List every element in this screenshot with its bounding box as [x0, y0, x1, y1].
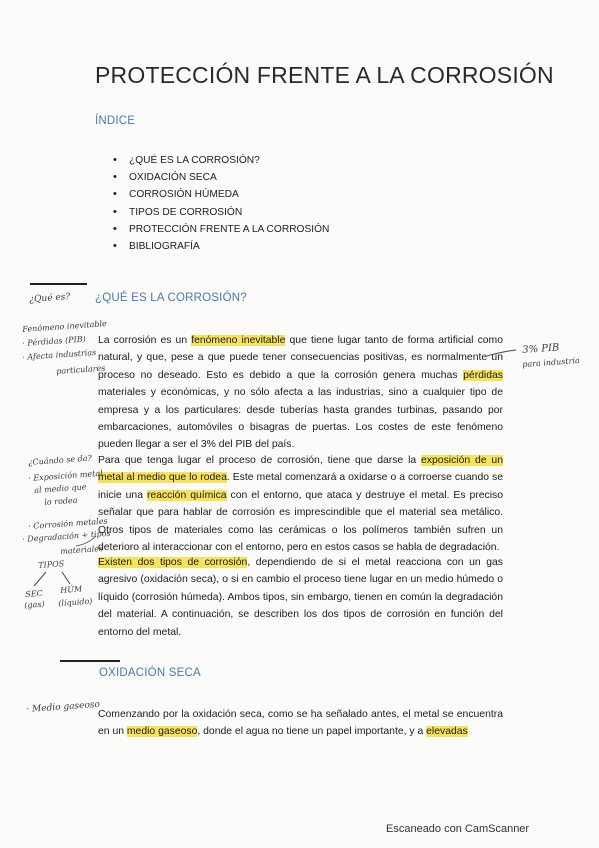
highlighted-text: reacción química	[146, 489, 227, 501]
margin-note: materiales	[60, 544, 104, 556]
section-heading-corrosion: ¿QUÉ ES LA CORROSIÓN?	[95, 292, 247, 304]
margin-note: ¿Cuándo se da?	[28, 453, 93, 467]
margin-note: HÚM	[60, 584, 83, 595]
margin-note: (líquido)	[58, 596, 93, 608]
paragraph-text: , donde el agua no tiene un papel importante, y a	[197, 726, 427, 738]
index-item: • ¿QUÉ ES LA CORROSIÓN?	[113, 152, 329, 169]
scanner-watermark: Escaneado con CamScanner	[386, 823, 530, 835]
document-title: PROTECCIÓN FRENTE A LA CORROSIÓN	[95, 62, 554, 88]
section-heading-dry-oxidation: OXIDACIÓN SECA	[99, 667, 201, 679]
paragraph-text: . Este metal comenzará a oxidarse o a corroerse cuando se inicie una	[98, 472, 503, 501]
paragraph-text: , dependiendo de si el metal reacciona con un gas agresivo (oxidación seca), o si en cambio el proceso tiene lugar en un medio húmedo o líquido (corrosión húmeda). Ambos tipos, sin embargo, tienen en común la degradación del material. A continuación, se describen los dos tipos de corrosión en función del entorno del metal.	[98, 557, 503, 638]
paragraph-text: con el entorno, que ataca y destruye el metal. Es preciso señalar que para hablar de corrosión es imprescindible que el material sea metálico. Otros tipos de materiales como las cerámicas o los polímeros también sufren un deterioro al interaccionar con el entorno, pero en estos casos se habla de degradación.	[98, 489, 503, 554]
margin-note: 3% PIB	[521, 342, 560, 356]
highlighted-text: medio gaseoso	[126, 726, 198, 738]
margin-note: · Corrosión metales	[28, 516, 108, 531]
margin-note: · Afecta industrias	[22, 347, 97, 362]
margin-note: TIPOS	[38, 559, 65, 570]
margin-note: ¿Qué es?	[29, 292, 71, 305]
margin-note: · Pérdidas (PIB)	[22, 334, 87, 348]
margin-note: · Degradación + tipos	[22, 528, 111, 544]
paragraph-text: materiales y económicas, y no sólo afecta a las industrias, sino a cualquier tipo de empresa y a los particulares: desde tuberías hasta grandes turbinas, pasando por embarcaciones, automóviles o bisagras de puertas. Los costes de este fenómeno pueden llegar a ser el 3% del PIB del país.	[98, 387, 503, 451]
highlighted-text: elevadas	[426, 726, 468, 738]
margin-note: SEC	[25, 588, 44, 599]
highlighted-text: pérdidas	[463, 369, 503, 381]
margin-note: particulares	[56, 363, 106, 376]
paragraph-text: La corrosión es un	[98, 335, 192, 346]
index-item: • TIPOS DE CORROSIÓN	[113, 204, 329, 221]
paragraph-text: Comenzando por la oxidación seca, como se ha señalado antes, el metal se encuentra en un	[98, 709, 503, 738]
index-item: • BIBLIOGRAFÍA	[113, 238, 329, 255]
index-item: • PROTECCIÓN FRENTE A LA CORROSIÓN	[113, 221, 329, 238]
margin-note: Fenómeno inevitable	[22, 319, 107, 334]
margin-note: para industria	[522, 355, 580, 369]
paragraph-text: Para que tenga lugar el proceso de corrosión, tiene que darse la	[98, 455, 422, 466]
index-item: • OXIDACIÓN SECA	[113, 169, 329, 186]
highlighted-text: exposición de un metal al medio que lo rodea	[98, 455, 503, 484]
index-item: • CORROSIÓN HÚMEDA	[113, 186, 329, 203]
index-heading: ÍNDICE	[95, 115, 136, 127]
highlighted-text: fenómeno inevitable	[191, 335, 286, 346]
paragraph-text: que tiene lugar tanto de forma artificial como natural, y que, pese a que puede tener consecuencias positivas, es normalmente un proceso no deseado. Esto es debido a que la corrosión genera muchas	[98, 335, 503, 381]
margin-note: lo rodea	[44, 495, 78, 507]
margin-note: (gas)	[24, 599, 45, 610]
margin-note: · Exposición metal	[28, 468, 103, 483]
margin-note: · Medio gaseoso	[26, 699, 101, 715]
highlighted-text: Existen dos tipos de corrosión	[98, 557, 248, 568]
margin-note: al medio que	[34, 482, 87, 495]
